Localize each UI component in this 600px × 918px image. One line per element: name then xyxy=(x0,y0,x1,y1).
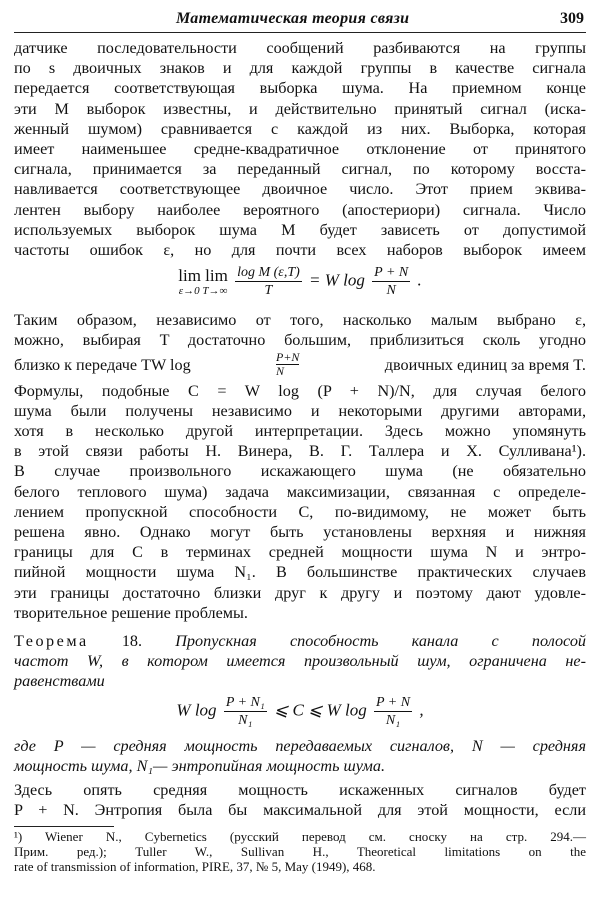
text-line: датчике последовательности сообщений разбиваются на группы xyxy=(14,39,586,57)
footnote-rule xyxy=(14,826,114,827)
text-line: передается соответствующая выборка шума. На приемном конце xyxy=(14,79,586,98)
theorem-text: Пропускная способность канала с полосой xyxy=(175,632,587,650)
page-header xyxy=(14,6,586,33)
text-line: в этой связи работы Н. Винера, В. Г. Таллера и Х. Сулливана¹). xyxy=(14,442,586,461)
text-line: творительное решение проблемы. xyxy=(14,603,248,622)
text-line: шума были получены независимо и некоторыми другими авторами, xyxy=(14,401,586,420)
text-line: эти границы достаточно близки друг к другу и поэтому дают удовле- xyxy=(14,583,586,602)
theorem-line: частот W, в котором имеется произвольный шум, ограничена не- xyxy=(14,652,586,671)
fraction: $\frac{P + N}{\text{N₁}}$ xyxy=(375,694,411,728)
footnote-line: rate of transmission of information, PIRE, 37, № 5, May (1949), 468. xyxy=(14,859,376,875)
text-line: лентен выбору наиболее вероятного (апостериори) сигнала. Число xyxy=(14,200,586,219)
text-line: имеет наименьшее средне-квадратичное отклонение от принятого xyxy=(14,140,586,158)
equation-left: W log xyxy=(176,700,217,719)
text-fragment: двоичных единиц за время T. xyxy=(384,355,586,374)
equation-middle: ⩽ C ⩽ W log xyxy=(274,700,367,719)
text-line: эти M выборок известны, и действительно принятый сигнал (иска- xyxy=(14,99,586,118)
theorem-number: 18. xyxy=(121,632,143,650)
text-line: сигнала, принимается за переданный сигнал, по которому восста- xyxy=(14,160,586,179)
running-title: Математическая теория связи xyxy=(176,10,410,27)
footnote-line: Прим. ред.); Tuller W., Sullivan H., Theoretical limitations on the xyxy=(14,844,586,860)
page-number: 309 xyxy=(560,10,584,27)
fraction: $\frac{P + N}{N}$ xyxy=(374,265,409,299)
text-line: по s двоичных знаков и для каждой группы в качестве сигнала xyxy=(14,59,586,78)
text-line: Здесь опять средняя мощность искаженных сигналов будет xyxy=(14,781,586,799)
text-line: навливается соответствующее двоичное число. Этот прием эквива- xyxy=(14,180,586,199)
text-line: Таким образом, независимо от того, насколько малым выбрано ε, xyxy=(14,311,586,330)
theorem-label: Теорема xyxy=(14,632,89,650)
text-line-with-fraction xyxy=(14,351,586,379)
text-line: белого теплового шума) задача максимизации, связанная с определе- xyxy=(14,482,586,501)
text-line: P + N. Энтропия была бы максимальной для этой мощности, если xyxy=(14,801,586,820)
equation-bounds xyxy=(0,694,600,729)
text-line: лением пропускной способности C, по-видимому, не может быть xyxy=(14,502,586,521)
theorem-line xyxy=(14,631,586,651)
equation-end: . xyxy=(417,270,422,290)
text-line: Формулы, подобные C = W log (P + N)/N, для случая белого xyxy=(14,381,586,400)
text-line: пийной мощности шума N₁. В большинстве практических случаев xyxy=(14,563,586,582)
footnote-line: ¹) Wiener N., Cybernetics (русский перевод см. сноску на стр. 294.— xyxy=(14,829,586,845)
text-line: женный шумом) сравнивается с каждой из них. Выборка, которая xyxy=(14,119,586,138)
text-line: используемых выборок шума M будет зависеть от допустимой xyxy=(14,220,586,239)
text-line: частоты ошибок ε, но для почти всех наборов выборок имеем xyxy=(14,241,586,259)
text-fragment: близко к передаче TW log xyxy=(14,355,191,374)
equation-limit xyxy=(0,264,600,299)
fraction: P+N N xyxy=(276,350,300,379)
text-line: можно, выбирая T достаточно большим, приблизиться сколь угодно xyxy=(14,331,586,350)
text-line: границы для C в терминах средней мощности шума N и энтро- xyxy=(14,543,586,562)
text-line: В случае произвольного искажающего шума (не обязательно xyxy=(14,462,586,481)
equation-middle: = W log xyxy=(309,270,365,290)
fraction: $\frac{\text{log M (ε,T)}}{T}$ xyxy=(237,265,300,299)
text-line: решена явно. Однако могут быть установлены верхняя и нижняя xyxy=(14,523,586,541)
fraction: $\frac{\text{P + N₁}}{\text{N₁}}$ xyxy=(225,694,265,728)
limit-operator: lim lim ε→0 T→∞ xyxy=(178,265,228,297)
theorem-tail-line: мощность шума, N₁— энтропийная мощность шума. xyxy=(14,756,385,775)
text-line: хотя в несколько другой интерпретации. Здесь можно упомянуть xyxy=(14,422,586,440)
equation-end: , xyxy=(419,700,424,719)
theorem-line: равенствами xyxy=(14,672,105,691)
theorem-tail-line: где P — средняя мощность передаваемых сигналов, N — средняя xyxy=(14,736,586,755)
